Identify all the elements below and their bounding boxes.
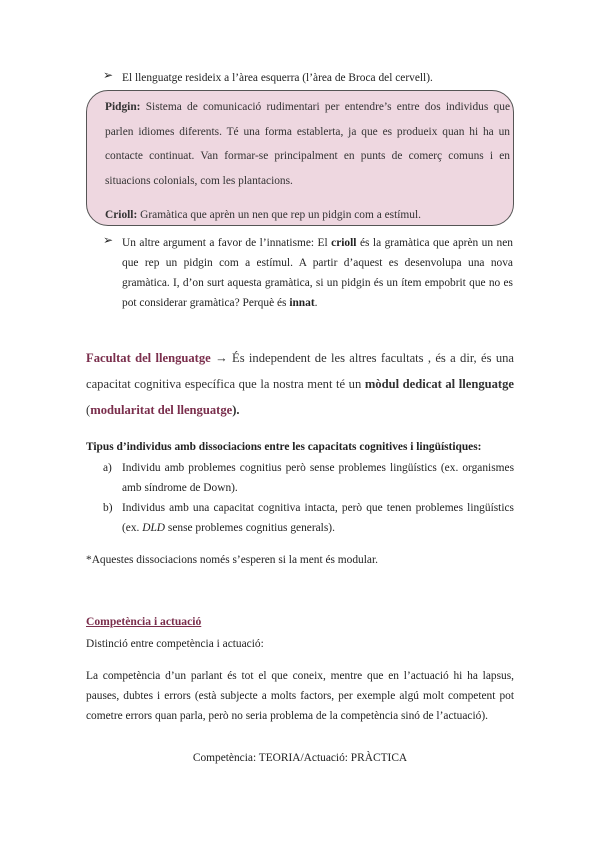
facultat-paren-open: (	[86, 403, 91, 417]
bullet-innatisme	[122, 233, 513, 313]
b2-end: .	[314, 297, 318, 309]
facultat-paragraph	[86, 345, 514, 423]
teoria-practica-line: Competència: TEORIA/Actuació: PRÀCTICA	[192, 752, 408, 764]
b2-mid: és la gramàtica que aprèn un nen que rep un pidgin com a estímul. A partir d’aquest es desenvolupa una nova gramàtica. I, d’on surt aquesta gramàtica, si un pidgin és un ítem empobrit que no es pot considerar gramàtica? Perquè és	[122, 237, 513, 309]
list-b-pre: Individus amb una capacitat cognitiva intacta, però que tenen problemes lingüístics (ex.	[122, 502, 514, 534]
facultat-modularitat: modularitat del llenguatge	[90, 403, 233, 417]
competencia-title	[86, 612, 201, 632]
modular-note: *Aquestes dissociacions només s’esperen si la ment és modular.	[86, 554, 378, 566]
list-item-a: Individu amb problemes cognitius però sense problemes lingüístics (ex. organismes amb síndrome de Down).	[122, 462, 514, 494]
facultat-paren-close: ).	[232, 403, 240, 417]
competencia-paragraph: La competència d’un parlant és tot el que coneix, mentre que en l’actuació hi ha lapsus, pauses, dubtes i errors (està subjecte a molts factors, per exemple algú molt competent pot cometre errors quan parla, però no seria problema de la competència sinó de l’actuació).	[86, 670, 514, 722]
crioll-text: Gramàtica que aprèn un nen que rep un pidgin com a estímul.	[137, 209, 421, 221]
crioll-definition	[105, 206, 510, 224]
bullet-marker: ➢	[103, 68, 114, 82]
list-marker-a: a)	[103, 462, 112, 474]
pidgin-label: Pidgin:	[105, 101, 141, 113]
facultat-arrow: →	[210, 351, 233, 365]
list-b-dld: DLD	[142, 522, 166, 534]
b2-crioll: crioll	[331, 237, 357, 249]
bullet-broca: El llenguatge resideix a l’àrea esquerra (l’àrea de Broca del cervell).	[122, 72, 433, 84]
list-b-post: sense problemes cognitius generals).	[165, 522, 335, 534]
facultat-label: Facultat del llenguatge	[86, 351, 211, 365]
pidgin-definition	[105, 95, 510, 193]
crioll-label: Crioll:	[105, 209, 138, 221]
tipus-title	[86, 437, 516, 457]
distincio-line: Distinció entre competència i actuació:	[86, 638, 264, 650]
facultat-text: És independent de les altres facultats , és a dir, és una capacitat cognitiva específica que la nostra ment té un	[86, 351, 515, 391]
b2-innat: innat	[289, 297, 315, 309]
tipus-title-text: Tipus d’individus amb dissociacions entre les capacitats cognitives i lingüístiques:	[86, 441, 482, 453]
list-item-b	[122, 498, 514, 538]
b2-pre: Un altre argument a favor de l’innatisme: El	[122, 237, 332, 249]
facultat-modul: mòdul dedicat al llenguatge	[364, 377, 514, 391]
pidgin-text: Sistema de comunicació rudimentari per entendre’s entre dos individus que parlen idiomes diferents. Té una forma establerta, ja que es produeix quan hi ha un contacte continuat. Van formar-se principalment en punts de comerç comuns i en situacions colonials, com les plantacions.	[105, 101, 510, 187]
list-marker-b: b)	[103, 502, 113, 514]
competencia-title-text: Competència i actuació	[86, 615, 202, 628]
bullet-marker-2: ➢	[103, 233, 114, 247]
